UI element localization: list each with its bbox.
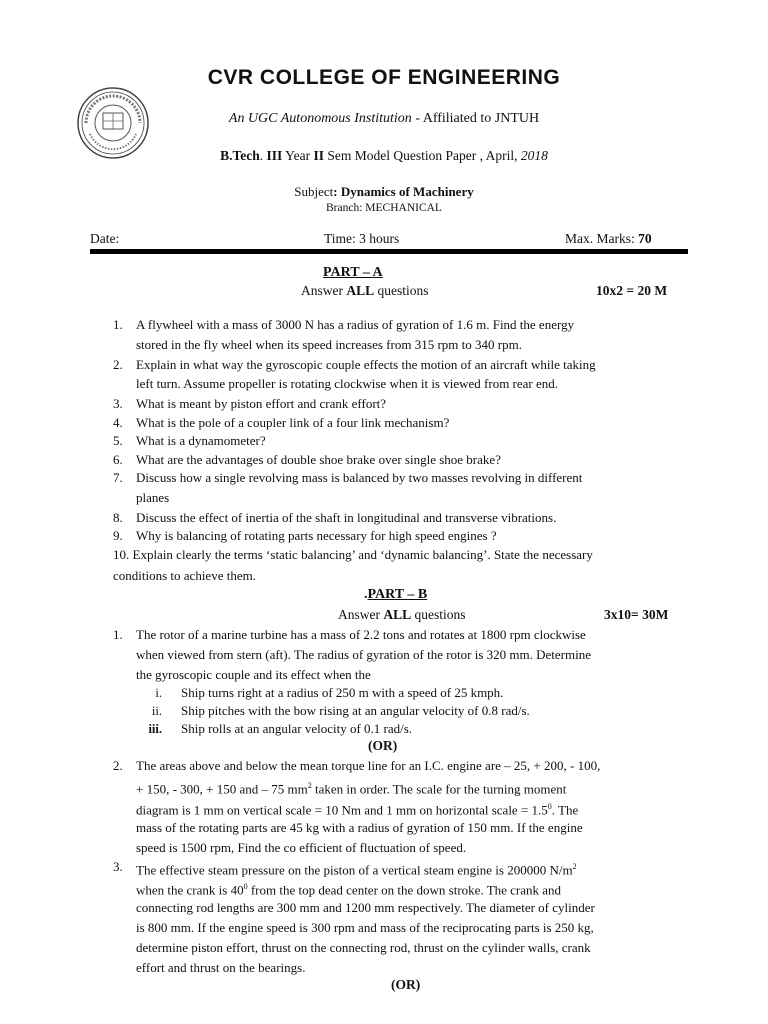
question-text: left turn. Assume propeller is rotating clockwise when it is viewed from rear end.: [136, 376, 559, 391]
question-number: 7.: [113, 470, 123, 485]
text-segment: . The: [551, 802, 579, 818]
affiliation-text: - Affiliated to JNTUH: [411, 111, 540, 126]
part-a-instruction: [301, 283, 429, 299]
part-b-q2-line-1: The areas above and below the mean torque line for an I.C. engine are – 25, + 200, - 100,: [136, 758, 601, 773]
question-text: Why is balancing of rotating parts necessary for high speed engines ?: [136, 528, 497, 543]
year-word: Year: [282, 148, 314, 163]
sub-question-number: iii.: [148, 722, 162, 736]
part-b-q2-number: 2.: [113, 758, 123, 773]
question-text: planes: [136, 489, 170, 505]
superscript: 0: [243, 882, 248, 891]
part-a-marks: 10x2 = 20 M: [596, 283, 668, 298]
time-label: Time: 3 hours: [324, 231, 400, 246]
max-marks: [565, 231, 652, 247]
question-text: Explain in what way the gyroscopic couple effects the motion of an aircraft while taking: [136, 356, 596, 372]
text-segment: taken in order. The scale for the turning moment: [311, 781, 567, 797]
superscript: 2: [572, 862, 577, 871]
or-separator: (OR): [391, 977, 421, 992]
superscript: 0: [547, 802, 552, 811]
text-segment: when the crank is 40: [136, 882, 244, 898]
subject-label: Subject: [294, 184, 334, 199]
subject-line: [0, 184, 768, 200]
year-roman: III: [266, 148, 283, 163]
college-name: CVR COLLEGE OF ENGINEERING: [207, 66, 561, 89]
question-10-line-1: 10. Explain clearly the terms ‘static balancing’ and ‘dynamic balancing’. State the necessary: [113, 547, 593, 562]
part-b-q3-line-6: effort and thrust on the bearings.: [136, 960, 306, 975]
text-segment: from the top dead center on the down stroke. The crank and: [247, 882, 562, 898]
part-b-q3-line-3: connecting rod lengths are 300 mm and 1200 mm respectively. The diameter of cylinder: [136, 900, 595, 915]
question-text: What is meant by piston effort and crank effort?: [136, 396, 387, 411]
question-number: 2.: [113, 356, 123, 372]
part-b-instruction: [338, 607, 466, 623]
part-b-q3-line-2: [136, 877, 681, 900]
sub-question-text: Ship pitches with the bow rising at an angular velocity of 0.8 rad/s.: [181, 703, 530, 718]
question-10-line-2: conditions to achieve them.: [113, 568, 256, 583]
part-b-q2-line-4: mass of the rotating parts are 45 kg with a radius of gyration of 150 mm. If the engine: [136, 820, 583, 835]
question-number: 6.: [113, 451, 123, 467]
sub-question-number: i.: [155, 686, 162, 700]
part-b-q3-line-4: is 800 mm. If the engine speed is 300 rpm and mass of the reciprocating parts is 250 kg,: [136, 920, 594, 935]
question-number: 1.: [113, 317, 123, 332]
question-text: What is the pole of a coupler link of a four link mechanism?: [136, 414, 450, 430]
question-text: What are the advantages of double shoe brake over single shoe brake?: [136, 451, 501, 467]
question-number: 9.: [113, 528, 123, 543]
subject-value: : Dynamics of Machinery: [333, 184, 474, 199]
part-b-q2-line-3: [136, 797, 681, 820]
part-b-q1-number: 1.: [113, 627, 123, 642]
text-segment: + 150, - 300, + 150 and – 75 mm: [136, 781, 308, 797]
question-number: 8.: [113, 509, 123, 525]
question-text: Discuss how a single revolving mass is balanced by two masses revolving in different: [136, 470, 583, 485]
autonomous-text: An UGC Autonomous Institution: [228, 111, 412, 126]
part-b-q2-line-5: speed is 1500 rpm, Find the co efficient of fluctuation of speed.: [136, 840, 467, 855]
marks-value: 70: [638, 231, 652, 246]
question-text: What is a dynamometer?: [136, 433, 266, 448]
sub-question-number: ii.: [151, 704, 162, 718]
question-text: stored in the fly wheel when its speed increases from 315 rpm to 340 rpm.: [136, 336, 522, 352]
question-text: Discuss the effect of inertia of the shaft in longitudinal and transverse vibrations.: [136, 509, 557, 525]
instruction-prefix: Answer: [301, 283, 347, 298]
part-b-q3-number: 3.: [113, 859, 123, 874]
instruction-prefix: Answer: [338, 607, 384, 622]
question-number: 3.: [113, 396, 123, 411]
instruction-suffix: questions: [374, 283, 429, 298]
question-text: A flywheel with a mass of 3000 N has a radius of gyration of 1.6 m. Find the energy: [136, 317, 575, 332]
part-b-q3-line-5: determine piston effort, thrust on the connecting rod, thrust on the cylinder walls, crank: [136, 940, 591, 955]
marks-label: Max. Marks:: [565, 231, 639, 246]
part-b-q1-line-1: The rotor of a marine turbine has a mass of 2.2 tons and rotates at 1800 rpm clockwise: [136, 627, 586, 642]
header-divider: [90, 249, 688, 254]
instruction-bold: ALL: [346, 283, 375, 298]
instruction-bold: ALL: [383, 607, 412, 622]
part-b-title: [364, 587, 427, 603]
sub-question-text: Ship rolls at an angular velocity of 0.1 rad/s.: [181, 721, 413, 736]
part-b-title-text: PART – B: [367, 587, 428, 602]
text-segment: diagram is 1 mm on vertical scale = 10 Nm and 1 mm on horizontal scale = 1.5: [136, 802, 548, 818]
superscript: 2: [307, 781, 312, 790]
exam-text: Sem Model Question Paper , April,: [323, 148, 521, 163]
question-number: 5.: [113, 433, 123, 448]
part-b-q1-line-2: when viewed from stern (aft). The radius of gyration of the rotor is 320 mm. Determine: [136, 647, 591, 662]
part-b-q2-line-2: [136, 776, 681, 799]
sem-roman: II: [313, 148, 324, 163]
exam-year: 2018: [520, 148, 548, 163]
part-a-title: PART – A: [323, 265, 383, 280]
sub-question-text: Ship turns right at a radius of 250 m with a speed of 25 kmph.: [181, 685, 504, 700]
or-separator: (OR): [368, 738, 398, 753]
btech-label: B.Tech: [220, 148, 260, 163]
instruction-suffix: questions: [411, 607, 466, 622]
question-number: 4.: [113, 414, 123, 430]
date-label: Date:: [90, 231, 120, 246]
branch-line: Branch: MECHANICAL: [326, 202, 442, 214]
affiliation-line: [0, 111, 768, 127]
exam-line: B.Tech. III Year II Sem Model Question Paper , April, 2018: [220, 148, 548, 163]
part-b-title-prefix: .: [364, 587, 368, 602]
text-segment: The effective steam pressure on the piston of a vertical steam engine is 200000 N/m: [136, 862, 573, 878]
part-b-q1-line-3: the gyroscopic couple and its effect when the: [136, 667, 371, 682]
part-b-marks: 3x10= 30M: [604, 607, 669, 622]
